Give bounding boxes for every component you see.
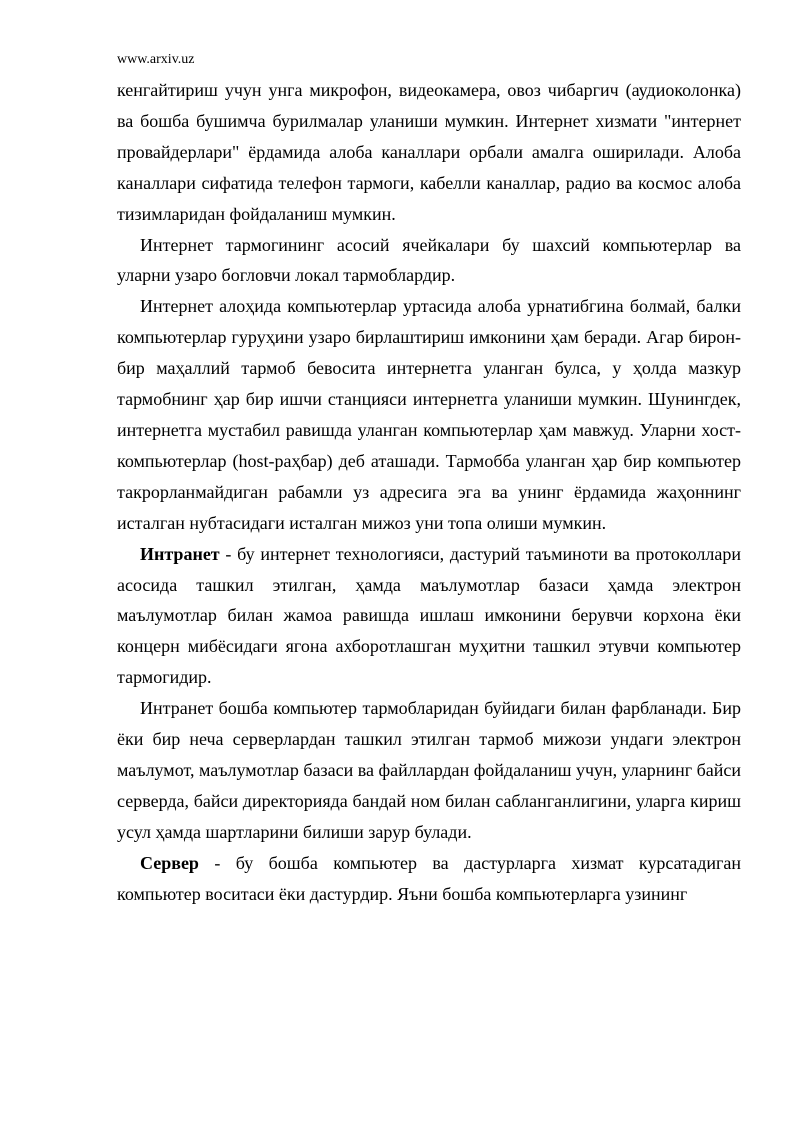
term-intranet: Интранет (140, 543, 220, 564)
definition-intranet: - бу интернет технологияси, дастурий таъминоти ва протоколлари асосида ташкил этилган, ҳамда маълумотлар базаси ҳамда электрон маълумотлар билан жамоа равишда ишлаш имконини берувчи корхона ёки концерн мибёсидаги ягона ахборотлашган муҳитни ташкил этувчи компьютер тармогидир. (117, 543, 741, 688)
paragraph-intranet-difference: Интранет бошба компьютер тармобларидан буйидаги билан фарбланади. Бир ёки бир неча серверлардан ташкил этилган тармоб мижози ундаги электрон маълумот, маълумотлар базаси ва файллардан фойдаланиш учун, уларнинг байси серверда, байси директорияда бандай ном билан сабланганлигини, уларга кириш усул ҳамда шартларини билиши зарур булади. (117, 698, 741, 842)
paragraph-intranet-definition (117, 539, 741, 694)
definition-server: - бу бошба компьютер ва дастурларга хизмат курсатадиган компьютер воситаси ёки дастурдир. Яъни бошба компьютерларга узининг (117, 852, 741, 904)
paragraph-server-definition (117, 848, 741, 910)
paragraph-continuation: кенгайтириш учун унга микрофон, видеокамера, овоз чибаргич (аудиоколонка) ва бошба бушимча бурилмалар уланиши мумкин. Интернет хизмати "интернет провайдерлари" ёрдамида алоба каналлари орбали амалга оширилади. Алоба каналлари сифатида телефон тармоги, кабелли каналлар, радио ва космос алоба тизимларидан фойдаланиш мумкин. (117, 80, 741, 224)
document-body (117, 75, 741, 909)
paragraph-internet-cells: Интернет тармогининг асосий ячейкалари бу шахсий компьютерлар ва уларни узаро богловчи локал тармоблардир. (117, 234, 741, 286)
paragraph-internet-connections: Интернет алоҳида компьютерлар уртасида алоба урнатибгина болмай, балки компьютерлар гуруҳини узаро бирлаштириш имконини ҳам беради. Агар бирон-бир маҳаллий тармоб бевосита интернетга уланган булса, у ҳолда мазкур тармобнинг ҳар бир ишчи станцияси интернетга уланиши мумкин. Шунингдек, интернетга мустабил равишда уланган компьютерлар ҳам мавжуд. Уларни хост-компьютерлар (host-раҳбар) деб аташади. Тармобба уланган ҳар бир компьютер такрорланмайдиган рабамли уз адресига эга ва унинг ёрдамида жаҳоннинг исталган нубтасидаги исталган мижоз уни топа олиши мумкин. (117, 296, 741, 533)
site-url: www.arxiv.uz (117, 52, 195, 67)
term-server: Сервер (140, 852, 199, 873)
